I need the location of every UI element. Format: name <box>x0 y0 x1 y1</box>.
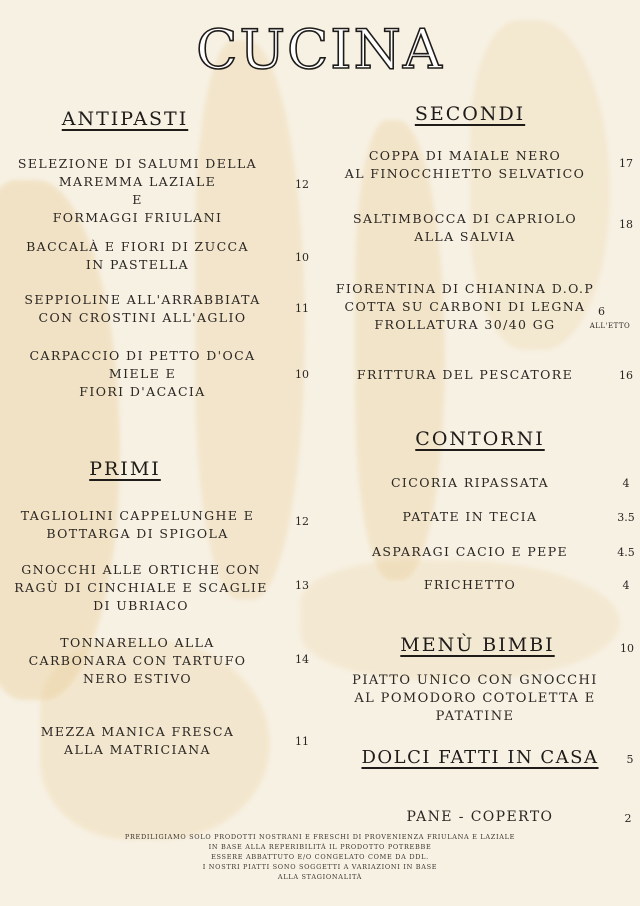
item-price: 3.5 <box>617 511 635 524</box>
item-price-unit: ALL'ETTO <box>589 322 631 330</box>
item-price: 12 <box>295 178 309 191</box>
menu-item: PIATTO UNICO CON GNOCCHI AL POMODORO COTOLETTA E PATATINE <box>352 673 598 724</box>
item-price: 11 <box>295 735 309 748</box>
menu-item: CARPACCIO DI PETTO D'OCA MIELE E FIORI D'ACACIA <box>29 348 256 399</box>
contorni-heading: CONTORNI <box>415 428 545 450</box>
footer-note: PREDILIGIAMO SOLO PRODOTTI NOSTRANI E FRESCHI DI PROVENIENZA FRIULANA E LAZIALE IN BASE ALLA REPERIBILITÀ IL PRODOTTO POTREBBE ESSERE ABBATTUTO E/O CONGELATO COME DA DDL. I NOSTRI PIATTI SONO SOGGETTI A VARIAZIONI IN BASE ALLA STAGIONALITÀ <box>124 833 516 881</box>
menu-item: BACCALÀ E FIORI DI ZUCCA IN PASTELLA <box>26 239 249 272</box>
item-price: 14 <box>295 653 309 666</box>
item-price: 12 <box>295 515 309 528</box>
item-price: 17 <box>619 157 633 170</box>
menu-item: SELEZIONE DI SALUMI DELLA MAREMMA LAZIALE E FORMAGGI FRIULANI <box>17 156 258 225</box>
item-price: 18 <box>619 218 633 231</box>
menu-item: CICORIA RIPASSATA <box>390 475 550 490</box>
item-price: 6 <box>598 305 605 318</box>
item-price: 5 <box>626 753 634 766</box>
menu-item: PATATE IN TECIA <box>402 509 538 524</box>
menu-item: ASPARAGI CACIO E PEPE <box>371 544 569 559</box>
menu-item: SALTIMBOCCA DI CAPRIOLO ALLA SALVIA <box>352 211 578 244</box>
pane-coperto: PANE - COPERTO <box>406 809 554 825</box>
antipasti-heading: ANTIPASTI <box>61 108 189 130</box>
dolci-heading: DOLCI FATTI IN CASA <box>361 747 599 768</box>
page-title: CUCINA <box>196 18 444 81</box>
primi-heading: PRIMI <box>89 458 161 480</box>
item-price: 2 <box>624 812 632 825</box>
item-price: 10 <box>295 251 309 264</box>
item-price: 10 <box>295 368 309 381</box>
item-price: 16 <box>619 369 633 382</box>
secondi-heading: SECONDI <box>414 103 526 125</box>
item-price: 4 <box>622 477 630 490</box>
item-price: 4 <box>622 579 630 592</box>
menu-item: FIORENTINA DI CHIANINA D.O.P COTTA SU CARBONI DI LEGNA FROLLATURA 30/40 GG <box>335 281 595 332</box>
item-price: 10 <box>620 642 634 655</box>
menu-item: FRITTURA DEL PESCATORE <box>356 367 574 382</box>
item-price: 13 <box>295 579 309 592</box>
item-price: 4.5 <box>617 546 635 559</box>
menu-item: COPPA DI MAIALE NERO AL FINOCCHIETTO SELVATICO <box>344 148 586 181</box>
menu-item: TAGLIOLINI CAPPELUNGHE E BOTTARGA DI SPIGOLA <box>20 508 255 541</box>
menu-item: TONNARELLO ALLA CARBONARA CON TARTUFO NERO ESTIVO <box>28 635 247 686</box>
menu-bimbi-heading: MENÙ BIMBI <box>400 634 555 656</box>
menu-item: MEZZA MANICA FRESCA ALLA MATRICIANA <box>40 724 235 757</box>
menu-item: FRICHETTO <box>423 577 517 592</box>
item-price: 11 <box>295 302 309 315</box>
menu-item: SEPPIOLINE ALL'ARRABBIATA CON CROSTINI ALL'AGLIO <box>24 292 261 325</box>
menu-item: GNOCCHI ALLE ORTICHE CON RAGÙ DI CINCHIALE E SCAGLIE DI UBRIACO <box>14 562 268 613</box>
